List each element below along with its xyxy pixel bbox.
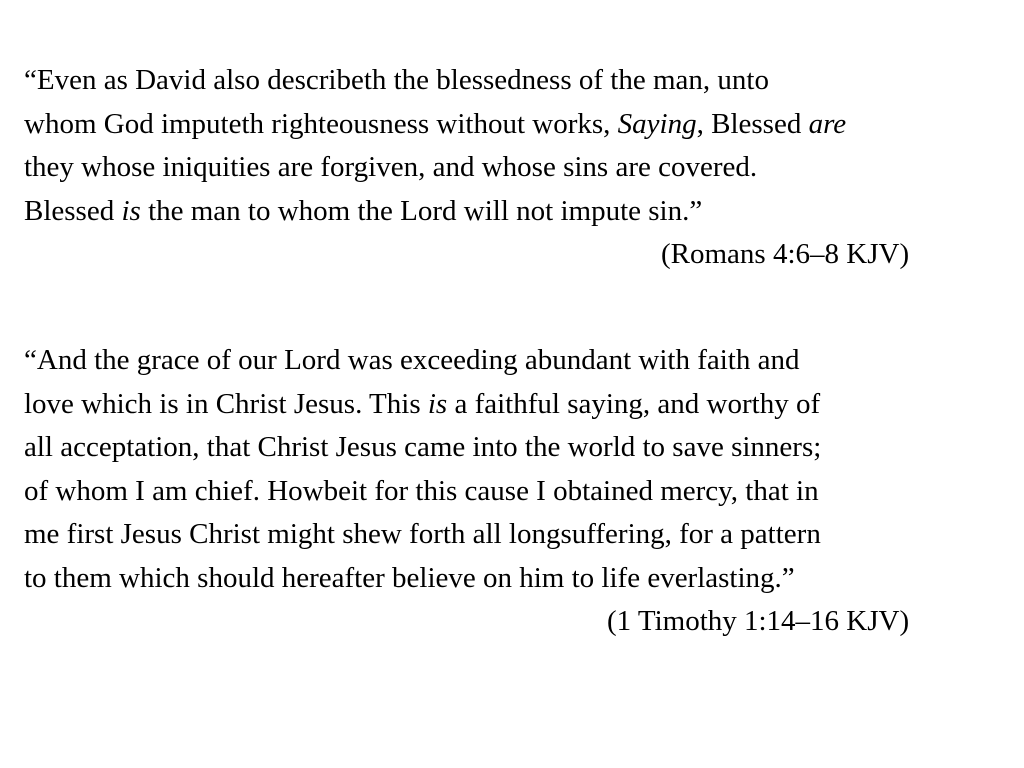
quote-text: love which is in Christ Jesus. This (24, 387, 428, 420)
quote-line (24, 146, 1004, 190)
quote-line (24, 190, 1004, 234)
quote-line (24, 426, 1004, 470)
quote-line (24, 339, 1004, 383)
quote-text: , Blessed (696, 107, 809, 140)
scripture-quote-romans (24, 59, 1004, 233)
quote-line (24, 103, 1004, 147)
quote-italic-word: is (121, 194, 141, 227)
quote-line (24, 470, 1004, 514)
quote-text: me first Jesus Christ might shew forth all longsuffering, for a pattern (24, 518, 821, 550)
quote-text: “And the grace of our Lord was exceeding abundant with faith and (24, 344, 800, 376)
quote-line (24, 383, 1004, 427)
quote-italic-word: is (427, 387, 448, 420)
scripture-reference-romans: (Romans 4:6–8 KJV) (661, 238, 910, 270)
quote-text: a faithful saying, and worthy of (447, 387, 821, 420)
quote-italic-word: are (808, 107, 847, 140)
scripture-reference-timothy: (1 Timothy 1:14–16 KJV) (607, 605, 910, 637)
quote-text: whom God imputeth righteousness without works, (24, 107, 618, 140)
quote-italic-word: Saying (617, 107, 697, 140)
quote-text: Blessed (24, 194, 122, 227)
quote-text: they whose iniquities are forgiven, and whose sins are covered. (24, 151, 758, 183)
quote-text: of whom I am chief. Howbeit for this cause I obtained mercy, that in (24, 474, 819, 507)
quote-line (24, 513, 1004, 557)
scripture-quote-timothy (24, 339, 1004, 600)
quote-text: the man to whom the Lord will not impute sin.” (140, 194, 703, 227)
quote-text: “Even as David also describeth the blessedness of the man, unto (24, 64, 769, 96)
quote-line (24, 557, 1004, 601)
quote-text: to them which should hereafter believe on him to life everlasting.” (24, 561, 795, 594)
quote-text: all acceptation, that Christ Jesus came into the world to save sinners; (24, 431, 822, 463)
quote-line (24, 59, 1004, 103)
